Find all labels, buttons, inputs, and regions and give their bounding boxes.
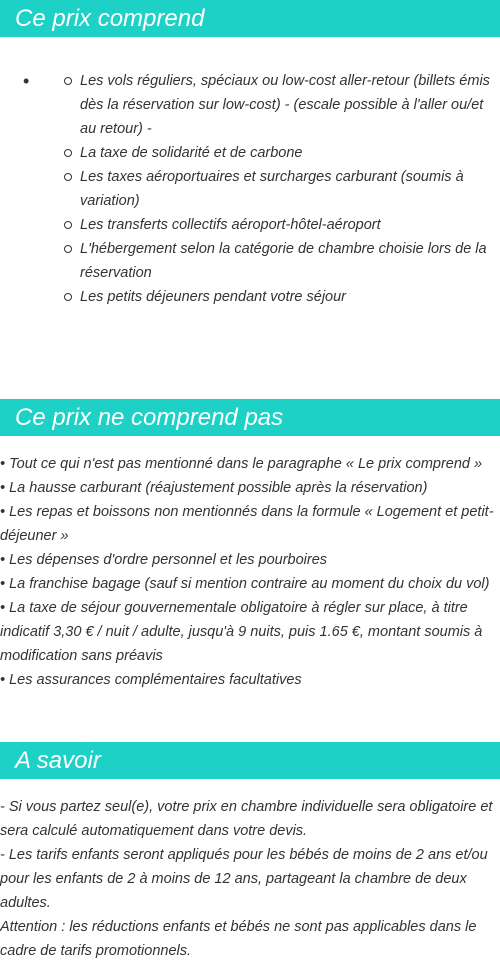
includes-section-title: Ce prix comprend	[0, 0, 500, 37]
circle-bullet-icon	[64, 77, 72, 85]
circle-bullet-icon	[64, 173, 72, 181]
includes-item	[80, 69, 492, 141]
info-paragraphs	[0, 795, 498, 963]
excludes-item: • Les assurances complémentaires facultatives	[0, 672, 302, 688]
excludes-item: • La franchise bagage (sauf si mention contraire au moment du choix du vol)	[0, 576, 490, 592]
excludes-section-title: Ce prix ne comprend pas	[0, 399, 500, 436]
info-paragraph: - Si vous partez seul(e), votre prix en chambre individuelle sera obligatoire et sera calculé automatiquement dans votre devis.	[0, 799, 493, 839]
info-section-title: A savoir	[0, 742, 500, 779]
circle-bullet-icon	[64, 245, 72, 253]
includes-item-text: L'hébergement selon la catégorie de chambre choisie lors de la réservation	[80, 241, 487, 281]
includes-item	[80, 237, 492, 285]
includes-item-text: La taxe de solidarité et de carbone	[80, 145, 303, 161]
excludes-item: • Les dépenses d'ordre personnel et les pourboires	[0, 552, 328, 568]
includes-item	[80, 141, 492, 165]
includes-sub-list	[80, 69, 492, 309]
excludes-item: • Les repas et boissons non mentionnés dans la formule « Logement et petit-déjeuner »	[0, 504, 494, 544]
excludes-list	[0, 452, 498, 692]
info-paragraph: Attention : les réductions enfants et bébés ne sont pas applicables dans le cadre de tarifs promotionnels.	[0, 919, 477, 959]
includes-item	[80, 165, 492, 213]
includes-item	[80, 213, 492, 237]
excludes-item: • La hausse carburant (réajustement possible après la réservation)	[0, 480, 428, 496]
circle-bullet-icon	[64, 293, 72, 301]
outer-bullet: •	[23, 71, 30, 91]
includes-item-text: Les petits déjeuners pendant votre séjour	[80, 289, 347, 305]
circle-bullet-icon	[64, 221, 72, 229]
includes-item-text: Les vols réguliers, spéciaux ou low-cost aller-retour (billets émis dès la réservation sur low-cost) - (escale possible à l'aller ou/et au retour) -	[80, 73, 490, 137]
excludes-item: • La taxe de séjour gouvernementale obligatoire à régler sur place, à titre indicatif 3,30 € / nuit / adulte, jusqu'à 9 nuits, puis 1.65 €, montant soumis à modification sans préavis	[0, 600, 483, 664]
includes-item-text: Les transferts collectifs aéroport-hôtel-aéroport	[80, 217, 381, 233]
excludes-item: • Tout ce qui n'est pas mentionné dans le paragraphe « Le prix comprend »	[0, 456, 483, 472]
circle-bullet-icon	[64, 149, 72, 157]
includes-item	[80, 285, 492, 309]
info-paragraph: - Les tarifs enfants seront appliqués pour les bébés de moins de 2 ans et/ou pour les enfants de 2 à moins de 12 ans, partageant la chambre de deux adultes.	[0, 847, 488, 911]
includes-item-text: Les taxes aéroportuaires et surcharges carburant (soumis à variation)	[80, 169, 464, 209]
